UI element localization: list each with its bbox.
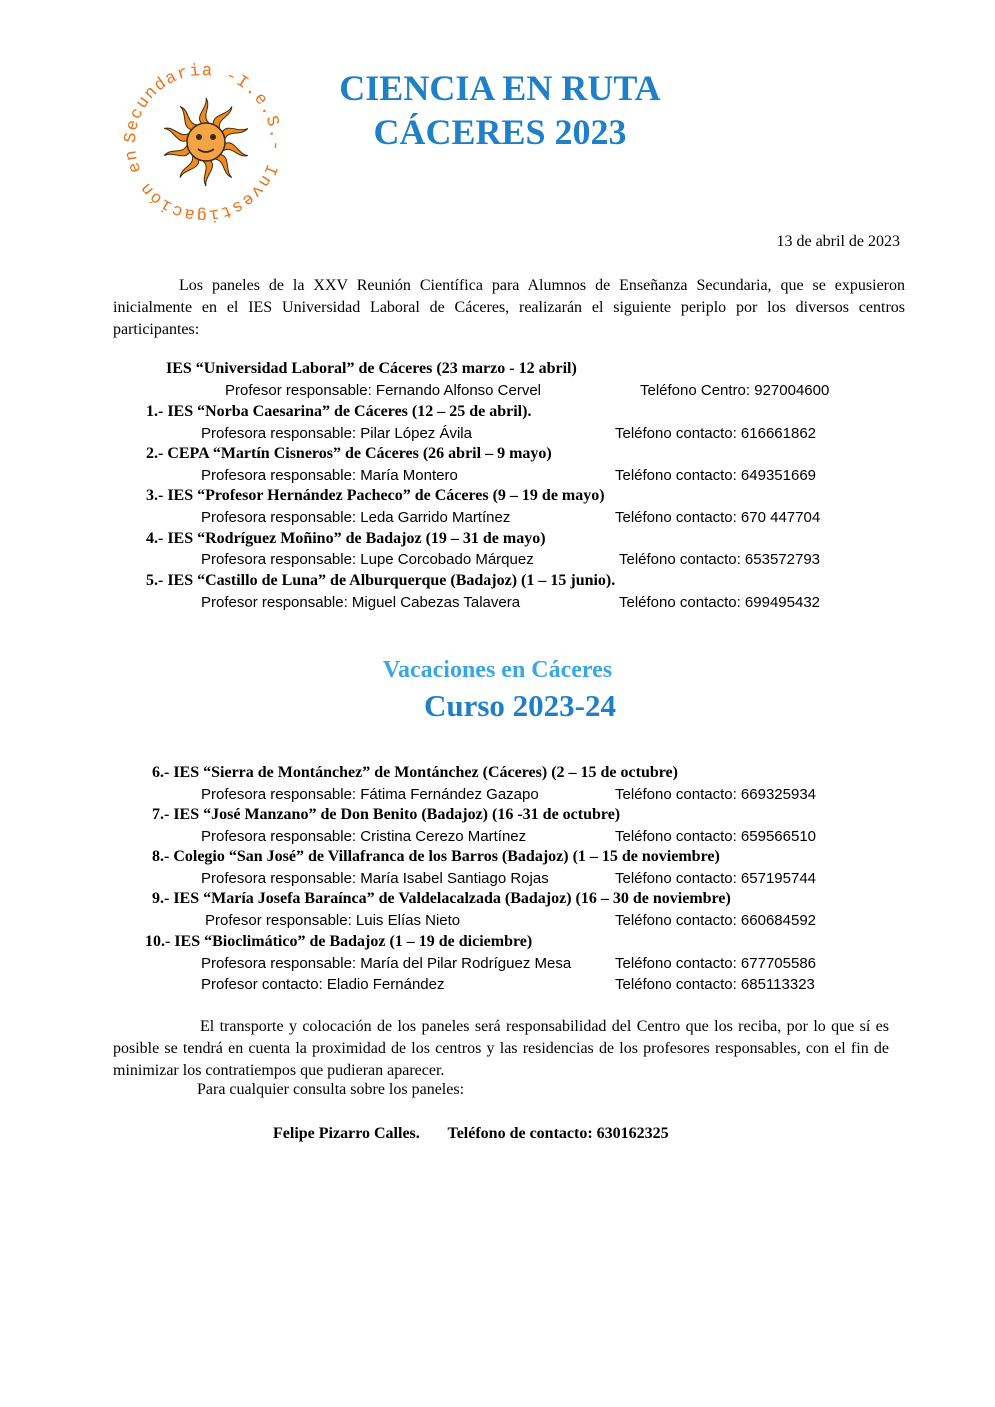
closing-paragraph: El transporte y colocación de los paneles será responsabilidad del Centro que los reciba, por lo que sí es posible se tendrá en cuenta la proximidad de los centros y las residencias de los profesores responsables, con el fin de minimizar los contratiempos que pudieran aparecer. [113, 1018, 889, 1079]
schedule-entry-phone: Teléfono contacto: 677705586 [615, 955, 816, 972]
section-course-title: Curso 2023-24 [423, 688, 617, 723]
schedule-entry-responsible: Profesora responsable: Cristina Cerezo Martínez [201, 828, 527, 845]
schedule-entry-title: IES “Universidad Laboral” de Cáceres (23 marzo - 12 abril) [166, 360, 577, 377]
schedule-entry-responsible: Profesora responsable: Pilar López Ávila [201, 425, 472, 442]
intro-paragraph: Los paneles de la XXV Reunión Científica para Alumnos de Enseñanza Secundaria, que se expusieron inicialmente en el IES Universidad Laboral de Cáceres, realizarán el siguiente periplo por los diversos centros participantes: [113, 277, 905, 338]
schedule-entry-phone: Teléfono contacto: 653572793 [619, 551, 820, 568]
schedule-entry-title: 9.- IES “María Josefa Baraínca” de Valdelacalzada (Badajoz) (16 – 30 de noviembre) [152, 890, 731, 907]
schedule-entry-title: 7.- IES “José Manzano” de Don Benito (Badajoz) (16 -31 de octubre) [152, 806, 621, 823]
schedule-entry-responsible: Profesor responsable: Luis Elías Nieto [205, 912, 461, 929]
section-subtitle: Vacaciones en Cáceres [382, 657, 613, 683]
schedule-entry-title: 1.- IES “Norba Caesarina” de Cáceres (12 – 25 de abril). [146, 403, 532, 420]
schedule-entry-title: 3.- IES “Profesor Hernández Pacheco” de Cáceres (9 – 19 de mayo) [146, 487, 605, 504]
schedule-entry-phone: Teléfono contacto: 660684592 [615, 912, 816, 929]
schedule-entry-responsible: Profesora responsable: María Montero [201, 467, 458, 484]
contact-name: Felipe Pizarro Calles. [273, 1125, 420, 1142]
schedule-entry-phone: Teléfono contacto: 616661862 [615, 425, 816, 442]
schedule-entry-responsible: Profesora responsable: Leda Garrido Martínez [201, 509, 511, 526]
schedule-entry-phone: Teléfono contacto: 699495432 [619, 594, 820, 611]
schedule-entry-phone: Teléfono contacto: 657195744 [615, 870, 816, 887]
query-line: Para cualquier consulta sobre los paneles: [197, 1081, 465, 1098]
ies-investigacion-logo [118, 58, 288, 228]
schedule-entry-responsible: Profesora responsable: María del Pilar Rodríguez Mesa [201, 955, 572, 972]
schedule-entry-title: 2.- CEPA “Martín Cisneros” de Cáceres (26 abril – 9 mayo) [146, 445, 552, 462]
page-title-line2: CÁCERES 2023 [373, 112, 627, 152]
schedule-entry-title: 6.- IES “Sierra de Montánchez” de Montánchez (Cáceres) (2 – 15 de octubre) [152, 764, 678, 781]
schedule-entry-phone: Teléfono contacto: 685113323 [615, 976, 815, 993]
schedule-entry-title: 8.- Colegio “San José” de Villafranca de los Barros (Badajoz) (1 – 15 de noviembre) [152, 848, 720, 865]
schedule-entry-title: 10.- IES “Bioclimático” de Badajoz (1 – 19 de diciembre) [145, 933, 533, 950]
schedule-entry-title: 5.- IES “Castillo de Luna” de Alburquerque (Badajoz) (1 – 15 junio). [146, 572, 616, 589]
schedule-entry-responsible: Profesor responsable: Fernando Alfonso Cervel [225, 382, 542, 399]
logo-ring-text: Secundaria -I.e.S.- Investigación en [121, 61, 285, 225]
page-title-line1: CIENCIA EN RUTA [339, 68, 661, 108]
schedule-entry-responsible: Profesora responsable: María Isabel Santiago Rojas [201, 870, 549, 887]
schedule-entry-responsible: Profesora responsable: Lupe Corcobado Márquez [201, 551, 534, 568]
schedule-entry-phone: Teléfono contacto: 649351669 [615, 467, 816, 484]
schedule-entry-phone: Teléfono contacto: 669325934 [615, 786, 816, 803]
schedule-entry-phone: Teléfono Centro: 927004600 [640, 382, 830, 399]
document-date: 13 de abril de 2023 [776, 233, 900, 250]
schedule-entry-responsible: Profesor responsable: Miguel Cabezas Talavera [201, 594, 521, 611]
schedule-entry-contact: Profesor contacto: Eladio Fernández [201, 976, 445, 993]
schedule-entry-phone: Teléfono contacto: 659566510 [615, 828, 816, 845]
sun-logo-icon [118, 58, 288, 228]
contact-line [273, 1125, 669, 1143]
schedule-entry-responsible: Profesora responsable: Fátima Fernández Gazapo [201, 786, 539, 803]
schedule-entry-phone: Teléfono contacto: 670 447704 [615, 509, 821, 526]
schedule-entry-title: 4.- IES “Rodríguez Moñino” de Badajoz (19 – 31 de mayo) [146, 530, 546, 547]
contact-phone: Teléfono de contacto: 630162325 [447, 1125, 669, 1142]
